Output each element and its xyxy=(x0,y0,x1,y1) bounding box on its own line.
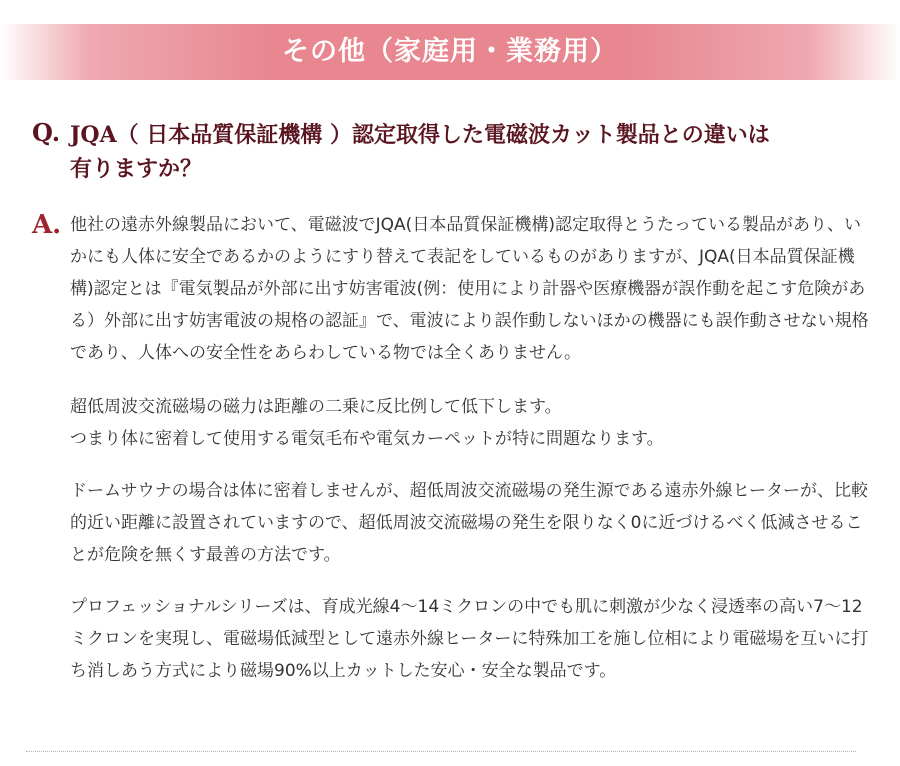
answer-mark-label: A. xyxy=(32,210,62,240)
answer-paragraph: 他社の遠赤外線製品において、電磁波でJQA(日本品質保証機構)認定取得とうたっている製品があり、いかにも人体に安全であるかのようにすり替えて表記をしているものがありますが、JQA(日本品質保証機構)認定とは『電気製品が外部に出す妨害電波(例：使用により計器や医療機器が誤作動を起こす危険がある）外部に出す妨害電波の規格の認証』で、電波により誤作動しないほかの機器にも誤作動させない規格であり、人体への安全性をあらわしている物では全くありません。 xyxy=(70,215,869,363)
dotted-divider xyxy=(26,751,856,752)
answer-body xyxy=(70,209,870,707)
answer-paragraph: 超低周波交流磁場の磁力は距離の二乗に反比例して低下します。 つまり体に密着して使用する電気毛布や電気カーペットが特に問題なります。 xyxy=(70,397,664,449)
question-text xyxy=(70,118,870,186)
question-mark-label: Q. xyxy=(32,118,61,147)
answer-paragraph: ドームサウナの場合は体に密着しませんが、超低周波交流磁場の発生源である遠赤外線ヒーターが、比較的近い距離に設置されていますので、超低周波交流磁場の発生を限りなく0に近づけるべく低減させることが危険を無くす最善の方法です。 xyxy=(70,481,868,565)
question-line-1: JQA（ 日本品質保証機構 ）認定取得した電磁波カット製品との違いは xyxy=(70,122,770,148)
section-header-band xyxy=(0,24,900,80)
question-line-2: 有りますか？ xyxy=(70,156,203,182)
section-title: その他（家庭用・業務用） xyxy=(282,36,618,67)
answer-paragraph: プロフェッショナルシリーズは、育成光線4～14ミクロンの中でも肌に刺激が少なく浸透率の高い7～12ミクロンを実現し、電磁場低減型として遠赤外線ヒーターに特殊加工を施し位相により電磁場を互いに打ち消しあう方式により磁場90%以上カットした安心・安全な製品です。 xyxy=(70,597,869,681)
